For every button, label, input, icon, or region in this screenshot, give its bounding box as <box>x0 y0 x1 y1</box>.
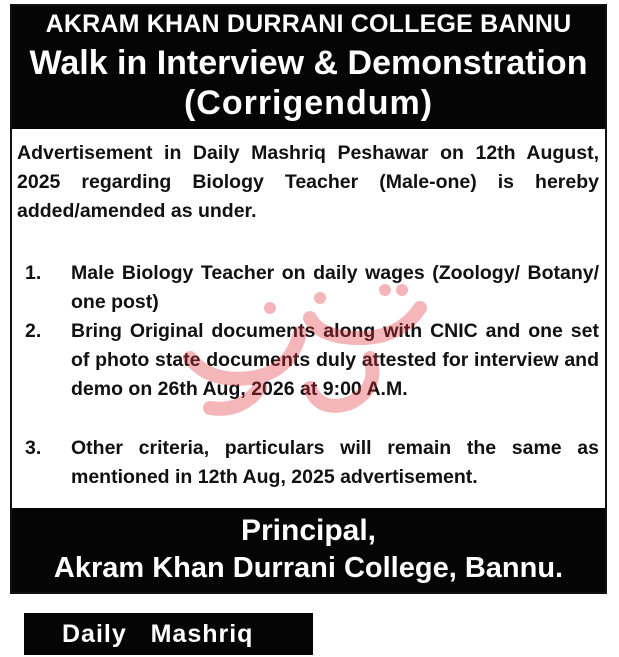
item-text: Male Biology Teacher on daily wages (Zoology/ Botany/ one post) <box>71 262 599 313</box>
signatory-title: Principal, <box>240 514 377 547</box>
signature-banner <box>12 508 605 592</box>
college-name: AKRAM KHAN DURRANI COLLEGE BANNU <box>45 10 572 38</box>
newspaper-name-banner: Daily Mashriq <box>24 613 313 655</box>
item-text: Other criteria, particulars will remain the same as mentioned in 12th Aug, 2025 advertisement. <box>71 437 599 488</box>
notice-title: Walk in Interview & Demonstration <box>29 44 588 82</box>
notice-frame <box>10 4 607 594</box>
item-number: 1. <box>25 262 42 284</box>
item-number: 2. <box>25 320 42 342</box>
intro-paragraph: Advertisement in Daily Mashriq Peshawar on 12th August, 2025 regarding Biology Teacher (Male-one) is hereby added/amended as under. <box>17 142 599 222</box>
notice-body <box>12 129 605 509</box>
item-text: Bring Original documents along with CNIC and one set of photo state documents duly attested for interview and demo on 26th Aug, 2026 at 9:00 A.M. <box>71 320 599 400</box>
item-number: 3. <box>25 437 42 459</box>
signatory-org: Akram Khan Durrani College, Bannu. <box>53 552 564 584</box>
notice-header <box>12 6 605 129</box>
notice-subtitle: (Corrigendum) <box>183 84 434 122</box>
